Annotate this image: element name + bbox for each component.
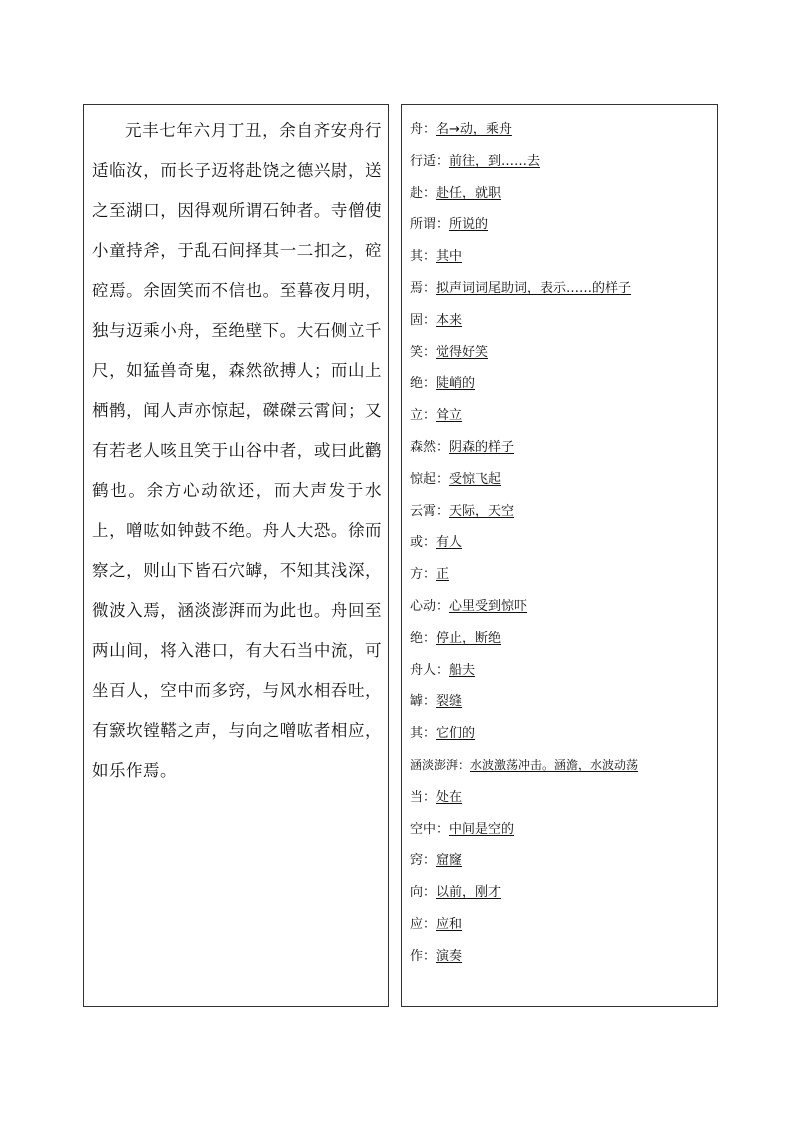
gloss-meaning: 阴森的样子 xyxy=(449,439,515,455)
gloss-meaning: 水波激荡冲击。涵澹，水波动荡 xyxy=(470,757,639,772)
gloss-term: 方： xyxy=(410,567,437,583)
gloss-term: 或： xyxy=(410,535,437,551)
gloss-item xyxy=(410,686,717,718)
gloss-meaning: 心里受到惊吓 xyxy=(449,598,528,614)
gloss-item xyxy=(410,877,717,909)
gloss-item xyxy=(410,273,717,305)
gloss-meaning: 它们的 xyxy=(436,726,476,742)
gloss-item xyxy=(410,305,717,337)
gloss-meaning: 觉得好笑 xyxy=(436,344,489,360)
gloss-meaning: 裂缝 xyxy=(436,694,463,710)
gloss-item xyxy=(410,845,717,877)
gloss-meaning: 名→动，乘舟 xyxy=(436,122,512,137)
gloss-meaning: 受惊飞起 xyxy=(449,471,502,487)
gloss-term: 惊起： xyxy=(410,471,450,487)
gloss-meaning: 有人 xyxy=(436,535,463,551)
gloss-item xyxy=(410,559,717,591)
gloss-item xyxy=(410,368,717,400)
gloss-meaning: 所说的 xyxy=(449,217,489,233)
gloss-meaning: 天际，天空 xyxy=(449,503,515,519)
gloss-term: 向： xyxy=(410,885,437,901)
gloss-term: 舟： xyxy=(410,122,437,137)
gloss-term: 焉： xyxy=(410,280,437,296)
gloss-item xyxy=(410,814,717,846)
gloss-meaning: 演奏 xyxy=(436,948,463,964)
gloss-term: 罅： xyxy=(410,694,437,710)
gloss-term: 所谓： xyxy=(410,217,450,233)
gloss-box xyxy=(401,104,718,1007)
gloss-term: 云霄： xyxy=(410,503,450,519)
gloss-meaning: 中间是空的 xyxy=(449,821,515,837)
passage-text: 元丰七年六月丁丑，余自齐安舟行适临汝，而长子迈将赴饶之德兴尉，送之至湖口，因得观所谓石钟者。寺僧使小童持斧，于乱石间择其一二扣之，硿硿焉。余固笑而不信也。至暮夜月明，独与迈乘小舟，至绝壁下。大石侧立千尺，如猛兽奇鬼，森然欲搏人；而山上栖鹘，闻人声亦惊起，磔磔云霄间；又有若老人咳且笑于山谷中者，或曰此鹳鹤也。余方心动欲还，而大声发于水上，噌吰如钟鼓不绝。舟人大恐。徐而察之，则山下皆石穴罅，不知其浅深，微波入焉，涵淡澎湃而为此也。舟回至两山间，将入港口，有大石当中流，可坐百人，空中而多窍，与风水相吞吐，有窾坎镗鞳之声，与向之噌吰者相应，如乐作焉。 xyxy=(92,121,382,780)
gloss-meaning: 以前，刚才 xyxy=(436,885,502,901)
gloss-item xyxy=(410,337,717,369)
gloss-item xyxy=(410,655,717,687)
gloss-meaning: 本来 xyxy=(436,312,463,328)
gloss-term: 当： xyxy=(410,789,437,805)
gloss-term: 空中： xyxy=(410,821,450,837)
gloss-term: 赴： xyxy=(410,185,437,201)
gloss-term: 心动： xyxy=(410,598,450,614)
gloss-term: 窍： xyxy=(410,853,437,869)
gloss-meaning: 正 xyxy=(436,567,450,583)
gloss-meaning: 窟窿 xyxy=(436,853,463,869)
gloss-item xyxy=(410,623,717,655)
gloss-item xyxy=(410,941,717,973)
gloss-term: 舟人： xyxy=(410,662,450,678)
gloss-term: 绝： xyxy=(410,630,437,646)
gloss-item xyxy=(410,718,717,750)
gloss-item xyxy=(410,527,717,559)
gloss-term: 应： xyxy=(410,916,437,932)
gloss-meaning: 前往，到……去 xyxy=(449,153,541,169)
gloss-term: 立： xyxy=(410,408,437,424)
gloss-term: 笑： xyxy=(410,344,437,360)
gloss-meaning: 耸立 xyxy=(436,408,463,424)
gloss-item xyxy=(410,750,717,782)
gloss-meaning: 其中 xyxy=(436,249,463,265)
gloss-meaning: 陡峭的 xyxy=(436,376,476,392)
gloss-term: 森然： xyxy=(410,439,450,455)
gloss-term: 作： xyxy=(410,948,437,964)
gloss-meaning: 赴任，就职 xyxy=(436,185,502,201)
gloss-item xyxy=(410,209,717,241)
gloss-term: 其： xyxy=(410,249,437,265)
gloss-term: 行适： xyxy=(410,153,450,169)
gloss-term: 涵淡澎湃： xyxy=(410,757,471,772)
gloss-item xyxy=(410,909,717,941)
gloss-term: 绝： xyxy=(410,376,437,392)
gloss-item xyxy=(410,400,717,432)
gloss-item xyxy=(410,146,717,178)
gloss-item xyxy=(410,432,717,464)
gloss-meaning: 应和 xyxy=(436,916,463,932)
gloss-term: 固： xyxy=(410,312,437,328)
gloss-meaning: 拟声词词尾助词，表示……的样子 xyxy=(436,280,632,296)
gloss-meaning: 船夫 xyxy=(449,662,476,678)
gloss-item xyxy=(410,114,717,146)
gloss-item xyxy=(410,496,717,528)
passage-box xyxy=(83,104,389,1007)
gloss-item xyxy=(410,591,717,623)
gloss-item xyxy=(410,178,717,210)
gloss-item xyxy=(410,241,717,273)
gloss-meaning: 处在 xyxy=(436,789,463,805)
gloss-item xyxy=(410,782,717,814)
gloss-term: 其： xyxy=(410,726,437,742)
gloss-meaning: 停止，断绝 xyxy=(436,630,502,646)
gloss-item xyxy=(410,464,717,496)
